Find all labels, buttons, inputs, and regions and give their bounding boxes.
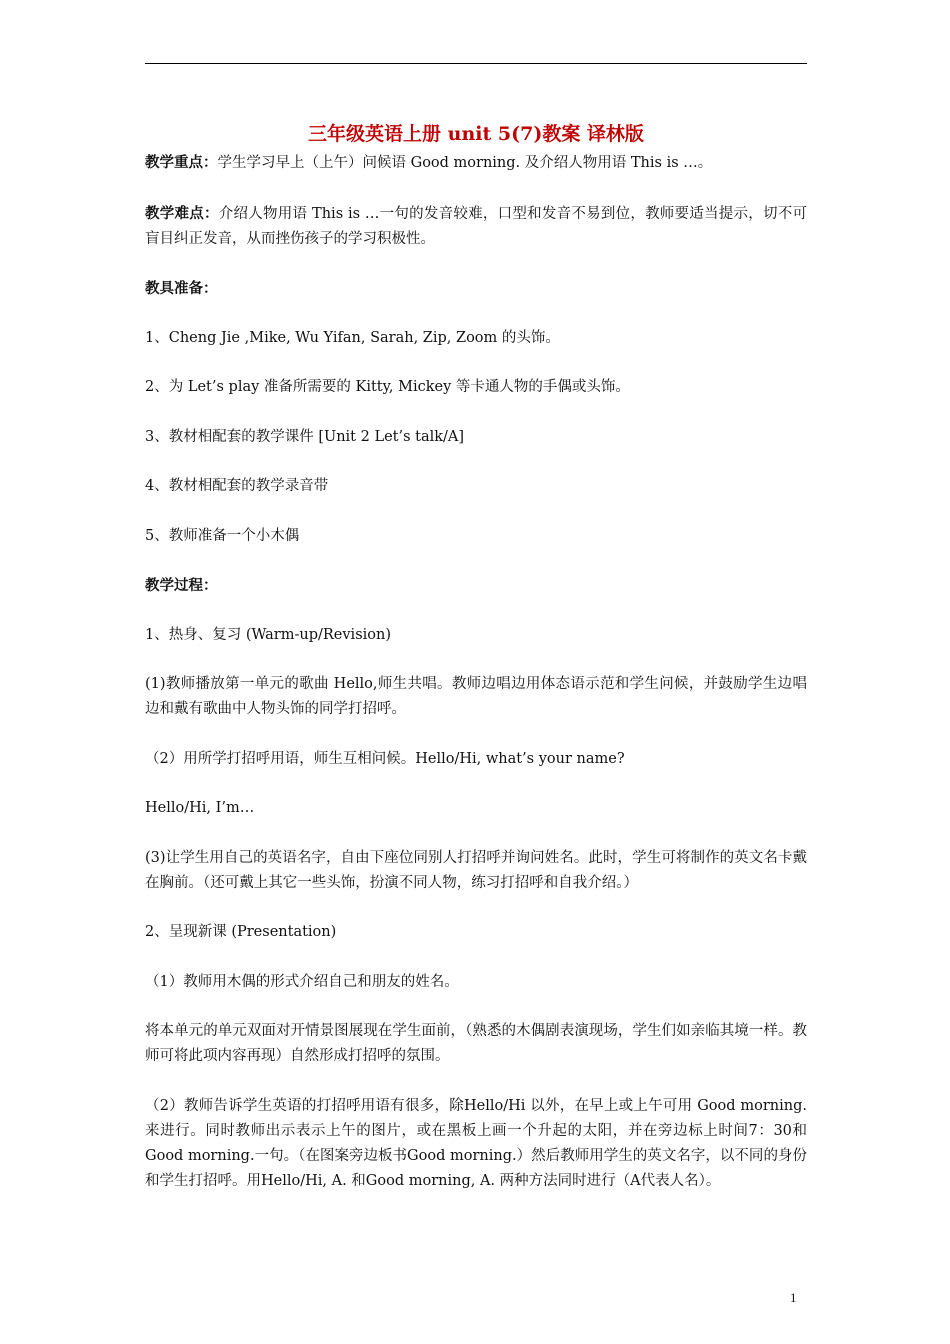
process-paragraph: 将本单元的单元双面对开情景图展现在学生面前，（熟悉的木偶剧表演现场，学生们如亲临其境一样。教师可将此项内容再现）自然形成打招呼的氛围。 bbox=[145, 1023, 807, 1064]
process-heading: 教学过程： bbox=[145, 577, 218, 594]
page-number: 1 bbox=[790, 1290, 797, 1305]
tools-item: 4、教材相配套的教学录音带 bbox=[145, 478, 329, 494]
process-paragraph: Hello/Hi, I’m… bbox=[145, 800, 255, 816]
document-title: 三年级英语上册 unit 5(7)教案 译林版 bbox=[308, 123, 644, 145]
header-rule bbox=[145, 63, 807, 64]
tools-item: 1、Cheng Jie ,Mike, Wu Yifan, Sarah, Zip, Zoom 的头饰。 bbox=[145, 329, 560, 346]
process-paragraph: 1、热身、复习 (Warm-up/Revision) bbox=[145, 626, 391, 643]
document-page bbox=[145, 120, 807, 1194]
difficulty-text: 介绍人物用语 This is …一句的发音较难，口型和发音不易到位，教师要适当提示，切不可盲目纠正发音，从而挫伤孩子的学习积极性。 bbox=[145, 205, 808, 247]
focus-label: 教学重点： bbox=[145, 154, 218, 171]
teaching-difficulty bbox=[145, 201, 807, 252]
process-paragraph: (1)教师播放第一单元的歌曲 Hello,师生共唱。教师边唱边用体态语示范和学生问候，并鼓励学生边唱边和戴有歌曲中人物头饰的同学打招呼。 bbox=[145, 676, 807, 717]
teaching-focus bbox=[145, 150, 807, 176]
difficulty-label: 教学难点： bbox=[145, 204, 219, 222]
process-paragraph: （2）教师告诉学生英语的打招呼用语有很多，除Hello/Hi 以外，在早上或上午可用 Good morning. 来进行。同时教师出示表示上午的图片，或在黑板上画一个升起的太阳，并在旁边标上时间7：30和 Good morning.一句。（在图案旁边板书Good morning.）然后教师用学生的英文名字，以不同的身份和学生打招呼。用Hello/Hi, A. 和Good morning, A. 两种方法同时进行（A代表人名）。 bbox=[145, 1097, 807, 1189]
process-paragraph: （1）教师用木偶的形式介绍自己和朋友的姓名。 bbox=[145, 973, 459, 990]
tools-item: 5、教师准备一个小木偶 bbox=[145, 527, 300, 544]
process-paragraph: 2、呈现新课 (Presentation) bbox=[145, 924, 337, 940]
tools-heading: 教具准备： bbox=[145, 280, 218, 297]
process-paragraph: （2）用所学打招呼用语，师生互相问候。Hello/Hi, what’s your name? bbox=[145, 750, 625, 767]
tools-item: 2、为 Let’s play 准备所需要的 Kitty, Mickey 等卡通人物的手偶或头饰。 bbox=[145, 379, 630, 395]
focus-text: 学生学习早上（上午）问候语 Good morning. 及介绍人物用语 This is …。 bbox=[217, 155, 713, 171]
tools-item: 3、教材相配套的教学课件 [Unit 2 Let’s talk/A] bbox=[145, 428, 465, 445]
process-paragraph: (3)让学生用自己的英语名字，自由下座位同别人打招呼并询问姓名。此时，学生可将制作的英文名卡戴在胸前。（还可戴上其它一些头饰，扮演不同人物，练习打招呼和自我介绍。） bbox=[145, 849, 807, 891]
